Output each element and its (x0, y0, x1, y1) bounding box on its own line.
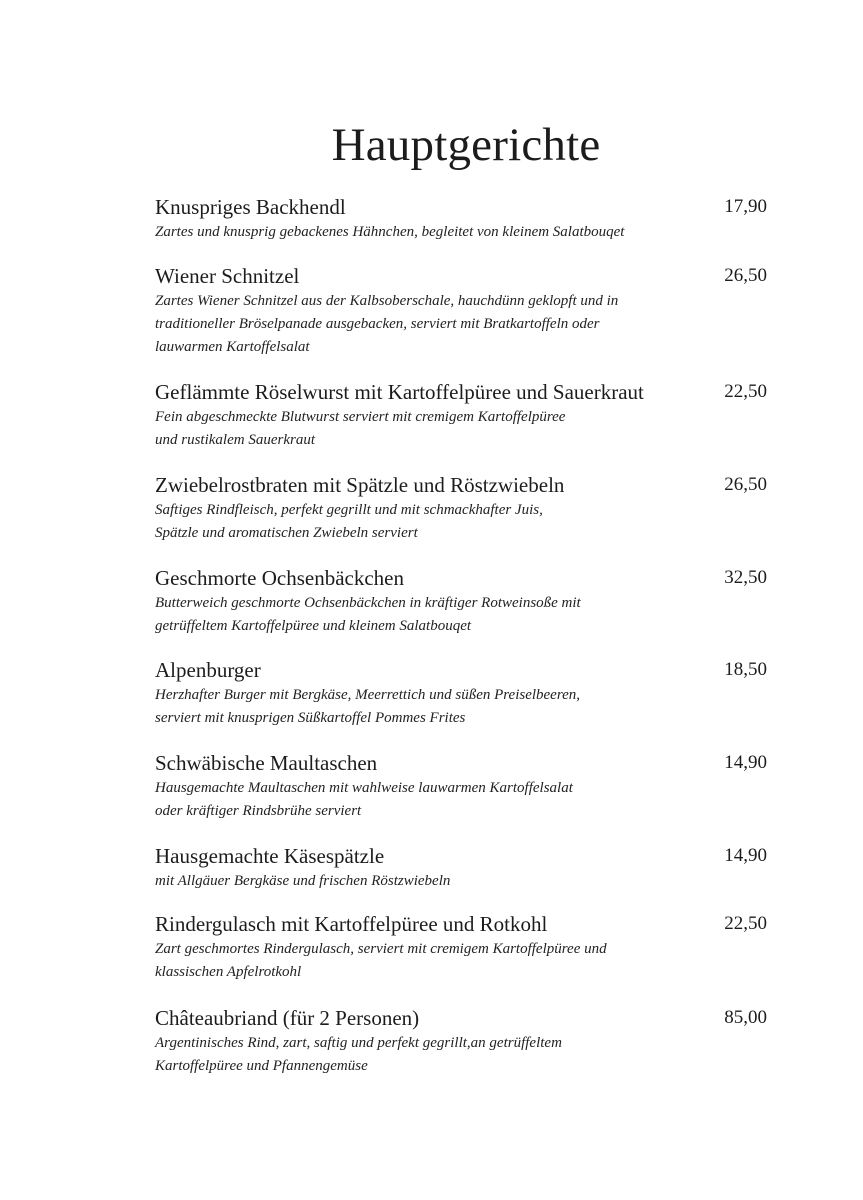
menu-item-name: Zwiebelrostbraten mit Spätzle und Röstzwiebeln (155, 473, 565, 497)
menu-item-name: Schwäbische Maultaschen (155, 751, 378, 775)
menu-item-description-line: Argentinisches Rind, zart, saftig und perfekt gegrillt,an getrüffeltem (155, 1035, 562, 1051)
menu-item-price: 26,50 (724, 265, 767, 286)
menu-item-description-line: getrüffeltem Kartoffelpüree und kleinem Salatbouqet (155, 618, 472, 634)
menu-item (155, 378, 767, 452)
menu-item-description-line: mit Allgäuer Bergkäse und frischen Röstzwiebeln (155, 873, 451, 889)
menu-item-description-line: lauwarmen Kartoffelsalat (155, 339, 310, 355)
menu-item-description-line: oder kräftiger Rindsbrühe serviert (155, 803, 362, 819)
menu-item-header (155, 564, 767, 592)
menu-item-name: Châteaubriand (für 2 Personen) (155, 1006, 420, 1030)
menu-item-header (155, 262, 767, 290)
menu-item-description-line: traditioneller Bröselpanade ausgebacken, serviert mit Bratkartoffeln oder (155, 316, 600, 332)
menu-item-description-line: Butterweich geschmorte Ochsenbäckchen in kräftiger Rotweinsoße mit (155, 595, 581, 611)
menu-item-price: 17,90 (724, 196, 767, 217)
menu-item-name: Alpenburger (155, 658, 261, 682)
menu-item-price: 22,50 (724, 913, 767, 934)
menu-item-price: 18,50 (724, 659, 767, 680)
menu-item-name: Wiener Schnitzel (155, 264, 300, 288)
menu-item-description-line: Herzhafter Burger mit Bergkäse, Meerrettich und süßen Preiselbeeren, (155, 687, 581, 703)
menu-item-price: 32,50 (724, 567, 767, 588)
menu-item-description-line: und rustikalem Sauerkraut (155, 432, 315, 448)
menu-item-header (155, 471, 767, 499)
menu-item-description (155, 290, 715, 359)
menu-item-price: 22,50 (724, 381, 767, 402)
menu-item-header (155, 378, 767, 406)
menu-item-header (155, 910, 767, 938)
menu-item-description (155, 777, 715, 823)
menu-item-description-line: Zartes und knusprig gebackenes Hähnchen, begleitet von kleinem Salatbouqet (155, 224, 625, 240)
menu-item-name: Geschmorte Ochsenbäckchen (155, 566, 404, 590)
menu-item-description-line: Spätzle und aromatischen Zwiebeln serviert (155, 525, 418, 541)
menu-item-header (155, 749, 767, 777)
menu-item-description-line: Zart geschmortes Rindergulasch, serviert mit cremigem Kartoffelpüree und (155, 941, 607, 957)
menu-item-name: Knuspriges Backhendl (155, 195, 346, 219)
menu-item-description (155, 499, 715, 545)
menu-item-description (155, 1032, 715, 1078)
menu-item (155, 564, 767, 638)
menu-item-price: 14,90 (724, 845, 767, 866)
menu-item-description-line: serviert mit knusprigen Süßkartoffel Pommes Frites (155, 710, 466, 726)
menu-item-header (155, 656, 767, 684)
menu-item (155, 471, 767, 545)
menu-item-name: Hausgemachte Käsespätzle (155, 844, 385, 868)
menu-item (155, 262, 767, 359)
menu-item-description (155, 684, 715, 730)
menu-item-description (155, 406, 715, 452)
menu-item-header (155, 1004, 767, 1032)
menu-item (155, 193, 767, 244)
menu-item-price: 26,50 (724, 474, 767, 495)
menu-item (155, 749, 767, 823)
menu-item-name: Rindergulasch mit Kartoffelpüree und Rotkohl (155, 912, 548, 936)
page-title: Hauptgerichte (331, 119, 601, 171)
menu-item-description (155, 938, 715, 984)
menu-item-description-line: klassischen Apfelrotkohl (155, 964, 302, 980)
menu-item-description-line: Saftiges Rindfleisch, perfekt gegrillt und mit schmackhafter Juis, (155, 502, 543, 518)
menu-item (155, 656, 767, 730)
menu-item-description-line: Kartoffelpüree und Pfannengemüse (155, 1058, 368, 1074)
menu-item-header (155, 193, 767, 221)
menu-item-description-line: Hausgemachte Maultaschen mit wahlweise lauwarmen Kartoffelsalat (155, 780, 573, 796)
menu-item-description-line: Zartes Wiener Schnitzel aus der Kalbsoberschale, hauchdünn geklopft und in (155, 293, 619, 309)
menu-item (155, 1004, 767, 1078)
menu-item-price: 85,00 (724, 1007, 767, 1028)
menu-item-description-line: Fein abgeschmeckte Blutwurst serviert mit cremigem Kartoffelpüree (155, 409, 566, 425)
menu-item (155, 910, 767, 984)
menu-item (155, 842, 767, 893)
menu-item-price: 14,90 (724, 752, 767, 773)
menu-item-description (155, 870, 715, 893)
menu-item-header (155, 842, 767, 870)
menu-item-description (155, 592, 715, 638)
menu-item-name: Geflämmte Röselwurst mit Kartoffelpüree und Sauerkraut (155, 380, 644, 404)
menu-item-description (155, 221, 715, 244)
